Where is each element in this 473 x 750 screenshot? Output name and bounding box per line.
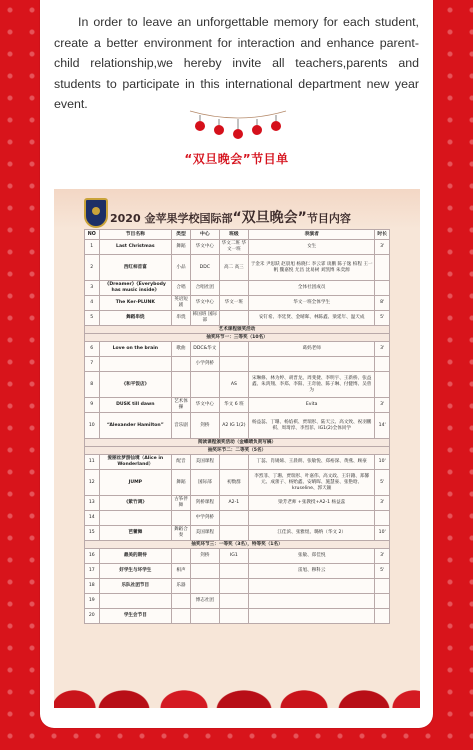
cell-time: 5' (375, 564, 390, 579)
cell-center: 国际部 (190, 470, 219, 496)
cell-time (375, 255, 390, 281)
section-label: 艺术课程颁奖活动 (85, 326, 390, 334)
section-label: 抽奖环节三：一等奖（3名），特等奖（1名） (85, 541, 390, 549)
section-row (85, 447, 390, 455)
cell-name: 芭蕾舞 (99, 526, 172, 541)
cell-no: 15 (85, 526, 100, 541)
cell-type: 舞蹈合奏 (172, 526, 191, 541)
table-row (85, 470, 390, 496)
cell-class (219, 609, 248, 624)
cell-center: 华文中心 (190, 240, 219, 255)
cell-type (172, 357, 191, 372)
cell-center (190, 609, 219, 624)
cell-class (219, 357, 248, 372)
cell-center: 华文中心 (190, 398, 219, 413)
cell-no: 17 (85, 564, 100, 579)
cell-type: 相声 (172, 564, 191, 579)
table-row (85, 413, 390, 439)
table-row (85, 255, 390, 281)
cell-type (172, 511, 191, 526)
cell-center (190, 579, 219, 594)
cell-time: 5' (375, 470, 390, 496)
cell-name: 西红柿首富 (99, 255, 172, 281)
table-row (85, 398, 390, 413)
cell-name: 《和平饭店》 (99, 372, 172, 398)
cell-center: 剑桥课程 (190, 496, 219, 511)
cell-type (172, 594, 191, 609)
cell-time (375, 511, 390, 526)
program-table-body (85, 240, 390, 624)
table-row (85, 357, 390, 372)
col-header-type: 类型 (172, 230, 191, 240)
col-header-time: 时长 (375, 230, 390, 240)
cell-performer: 张敏、郑佳悦 (248, 549, 375, 564)
cell-center: 美国课程 (190, 526, 219, 541)
cell-class: IG1 (219, 549, 248, 564)
cell-name: 好学生与坏学生 (99, 564, 172, 579)
cell-type: 串烧 (172, 311, 191, 326)
poster-title-prefix: 2020 金苹果学校国际部 (110, 212, 233, 225)
lantern-string-decoration (188, 107, 288, 147)
cell-class (219, 526, 248, 541)
cell-class (219, 594, 248, 609)
cell-no: 8 (85, 372, 100, 398)
cell-class: 华文 6 班 (219, 398, 248, 413)
cell-class: 初数群 (219, 470, 248, 496)
col-header-no: NO (85, 230, 100, 240)
cell-center: 华文中心 (190, 296, 219, 311)
cell-time: 5' (375, 311, 390, 326)
cell-time: 3' (375, 496, 390, 511)
cell-performer: 全体社团成员 (248, 281, 375, 296)
cell-center: 韩国班 国际部 (190, 311, 219, 326)
content-card (40, 0, 433, 728)
cell-no: 10 (85, 413, 100, 439)
cell-center: 剑桥 (190, 413, 219, 439)
cell-center: 美国课程 (190, 455, 219, 470)
cell-type: 艺术体操 (172, 398, 191, 413)
cell-center: DDC (190, 255, 219, 281)
cell-time: 10' (375, 455, 390, 470)
table-row (85, 564, 390, 579)
table-row (85, 594, 390, 609)
cell-time: 10' (375, 526, 390, 541)
poster-title (110, 207, 420, 227)
cell-class (219, 311, 248, 326)
cell-performer: 杨益蕊、丁珊、杨焰祺、贾瑞彤、陆天云、高文致、祝羽鹏祺、周琦淳、李烈菲、IG1(2)全体同学 (248, 413, 375, 439)
cell-time: 3' (375, 398, 390, 413)
cell-performer: 宋琳修、林为婷、胡晋龙、周斐捷、李明宇、王新桥、张益鑫、朱鸿翔、李郑、李阳、王奇驰、陈子琳、付健博、吴曾为 (248, 372, 375, 398)
cell-time (375, 594, 390, 609)
cell-time: 8' (375, 296, 390, 311)
cell-class (219, 281, 248, 296)
table-row (85, 511, 390, 526)
section-row (85, 439, 390, 447)
cell-performer: 丁蕊、肖锡烯、王晨朗、张敏悦、郑裕深、黄燕、顾豪 (248, 455, 375, 470)
table-row (85, 579, 390, 594)
cell-performer (248, 357, 375, 372)
program-table (84, 229, 390, 624)
cell-class: 高二 高三 (219, 255, 248, 281)
table-row (85, 455, 390, 470)
cell-time: 3' (375, 549, 390, 564)
cell-time (375, 579, 390, 594)
poster-cloud-decoration (54, 670, 420, 708)
col-header-center: 中心 (190, 230, 219, 240)
cell-performer: 雷旭、穆科云 (248, 564, 375, 579)
cell-type: 舞蹈 (172, 470, 191, 496)
section-label: 阅读课程颁奖活动（金蝶晴负责写稿） (85, 439, 390, 447)
cell-no: 19 (85, 594, 100, 609)
table-row (85, 311, 390, 326)
col-header-name: 节目名称 (99, 230, 172, 240)
cell-class: AS (219, 372, 248, 398)
cell-time: 3' (375, 342, 390, 357)
cell-class (219, 511, 248, 526)
cell-center: 博志社团 (190, 594, 219, 609)
table-row (85, 296, 390, 311)
table-row (85, 549, 390, 564)
cell-no: 13 (85, 496, 100, 511)
cell-performer: 江佳滨、张雅煜、璐纳（华文 2） (248, 526, 375, 541)
cell-performer: Evita (248, 398, 375, 413)
section-label: 抽奖环节二：二等奖（5名） (85, 447, 390, 455)
cell-center: 中学剑桥 (190, 511, 219, 526)
cell-type: 古筝伴舞 (172, 496, 191, 511)
cell-center: 小学剑桥 (190, 357, 219, 372)
cell-no: 3 (85, 281, 100, 296)
cell-no: 1 (85, 240, 100, 255)
col-header-class: 班级 (219, 230, 248, 240)
program-poster-image (54, 189, 420, 708)
cell-performer: 梁芳老师 +张教授+A2-1 杨益蕊 (248, 496, 375, 511)
cell-class: 华文一班 (219, 296, 248, 311)
cell-type: 合唱 (172, 281, 191, 296)
section-row (85, 326, 390, 334)
cell-time (375, 281, 390, 296)
table-row (85, 609, 390, 624)
cell-performer: 安钉希、李廷贤、金晴晖、林陈鑫、梁延年、温天成 (248, 311, 375, 326)
section-label: 抽奖环节一：三等奖（10名） (85, 334, 390, 342)
cell-class (219, 564, 248, 579)
cell-name: 《Dreamer》《Everybody has music inside》 (99, 281, 172, 296)
cell-type (172, 549, 191, 564)
cell-class (219, 342, 248, 357)
cell-time: 3' (375, 240, 390, 255)
cell-name (99, 357, 172, 372)
cell-performer: 葛妈老师 (248, 342, 375, 357)
school-crest-icon (84, 198, 108, 228)
cell-class: 华文二班 华文一班 (219, 240, 248, 255)
cell-time (375, 372, 390, 398)
section-row (85, 334, 390, 342)
cell-name: “Alexander Hamilton” (99, 413, 172, 439)
cell-no: 11 (85, 455, 100, 470)
cell-performer (248, 511, 375, 526)
cell-name: 最美的期待 (99, 549, 172, 564)
cell-name: The Ker-PLUNK (99, 296, 172, 311)
cell-type: 乐器 (172, 579, 191, 594)
table-row (85, 342, 390, 357)
cell-no: 5 (85, 311, 100, 326)
cell-no: 14 (85, 511, 100, 526)
cell-no: 4 (85, 296, 100, 311)
cell-no: 18 (85, 579, 100, 594)
cell-center: DDC&华文 (190, 342, 219, 357)
cell-class: A2-1 (219, 496, 248, 511)
cell-name: JUMP (99, 470, 172, 496)
poster-title-main: “双旦晚会” (232, 210, 307, 226)
cell-no: 16 (85, 549, 100, 564)
cell-name: Last Christmas (99, 240, 172, 255)
cell-type: 小品 (172, 255, 191, 281)
table-row (85, 496, 390, 511)
cell-performer (248, 579, 375, 594)
cell-no: 12 (85, 470, 100, 496)
poster-title-suffix: 节目内容 (306, 212, 351, 225)
cell-name (99, 594, 172, 609)
cell-center: 合唱社团 (190, 281, 219, 296)
table-row (85, 526, 390, 541)
cell-performer: 女生 (248, 240, 375, 255)
cell-name: 爱丽丝梦游仙境（Alice in Wonderland） (99, 455, 172, 470)
table-row (85, 240, 390, 255)
cell-no: 6 (85, 342, 100, 357)
cell-performer (248, 594, 375, 609)
cell-center: 剑桥 (190, 549, 219, 564)
cell-type: 舞蹈 (172, 240, 191, 255)
cell-type (172, 372, 191, 398)
cell-no: 2 (85, 255, 100, 281)
table-row (85, 281, 390, 296)
cell-time (375, 357, 390, 372)
col-header-performer: 表演者 (248, 230, 375, 240)
cell-type: 歌曲 (172, 342, 191, 357)
cell-type: 音乐剧 (172, 413, 191, 439)
cell-performer (248, 609, 375, 624)
cell-no: 9 (85, 398, 100, 413)
cell-center (190, 564, 219, 579)
program-list-title: “双旦晚会”节目单 (184, 152, 289, 166)
cell-name: 《紫竹调》 (99, 496, 172, 511)
cell-class (219, 455, 248, 470)
cell-name: Love on the brain (99, 342, 172, 357)
cell-no: 7 (85, 357, 100, 372)
cell-name: 舞蹈串烧 (99, 311, 172, 326)
table-row (85, 372, 390, 398)
cell-class: A2 IG 1(2) (219, 413, 248, 439)
cell-no: 20 (85, 609, 100, 624)
cell-performer: 于金禾 尹思跃 赵晨旭 杨晓仁 李云霏 谈鹏 陈子逸 柏程 王一帆 魏嘉悦 尤昌 沈易树 刘凯博 朱奕源 (248, 255, 375, 281)
table-header-row (85, 230, 390, 240)
cell-type (172, 609, 191, 624)
cell-center (190, 372, 219, 398)
cell-performer: 李烈菲、丁珊、贾瑞彤、叶嘉伟、高文政、王轩籍、郑馨元、成蕾子、杨贻鑫、安晴晖、施慧豪、张艳晗、kruseline、郭天颖 (248, 470, 375, 496)
cell-time (375, 609, 390, 624)
intro-paragraph: In order to leave an unforgettable memory for each student, create a better environment for interaction and enhance parent-child relationship,we hereby invite all teachers,parents and students to participate in this international department new year event. (54, 15, 419, 112)
cell-performer: 华文一班全体学生 (248, 296, 375, 311)
cell-type: 英语短剧 (172, 296, 191, 311)
cell-name: 乐队社团节目 (99, 579, 172, 594)
cell-name: 学生会节目 (99, 609, 172, 624)
cell-time: 14' (375, 413, 390, 439)
section-row (85, 541, 390, 549)
cell-name: DUSK till dawn (99, 398, 172, 413)
cell-name (99, 511, 172, 526)
cell-type: 配音 (172, 455, 191, 470)
cell-class (219, 579, 248, 594)
